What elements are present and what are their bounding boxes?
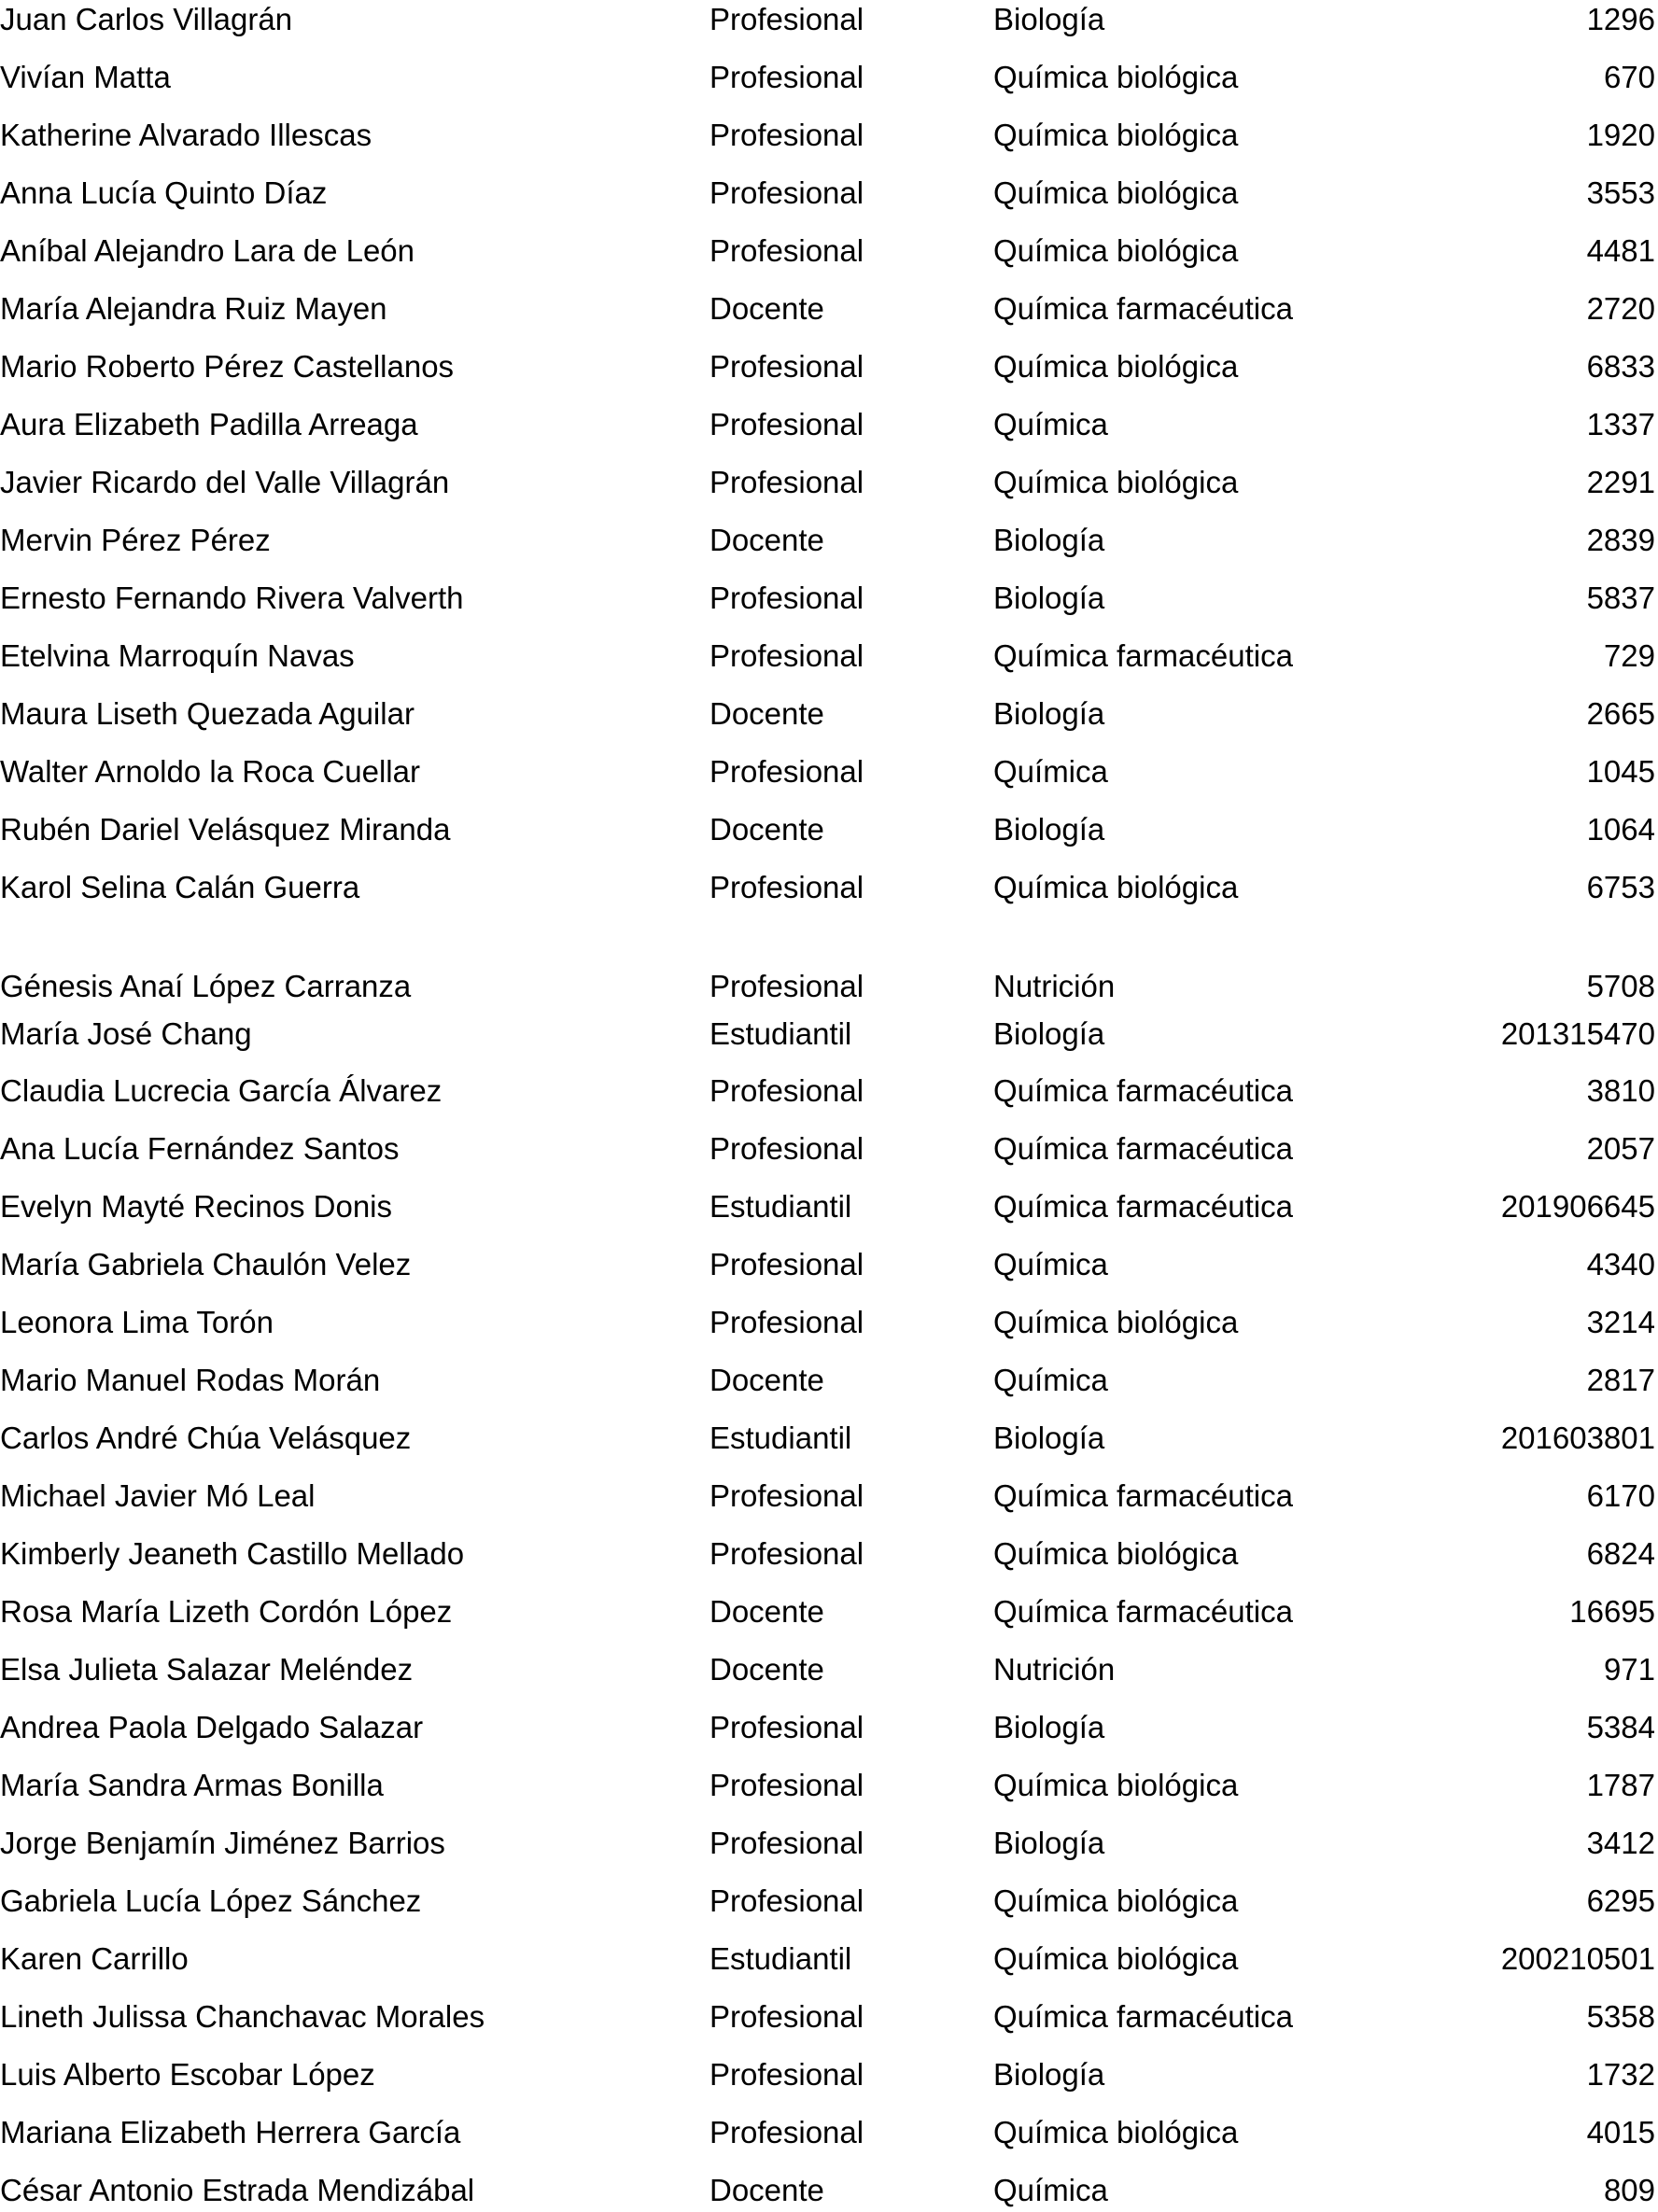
member-number: 729	[1603, 638, 1655, 673]
member-number: 4481	[1586, 233, 1655, 268]
member-name: Javier Ricardo del Valle Villagrán	[0, 465, 450, 499]
member-name: Aura Elizabeth Padilla Arreaga	[0, 407, 418, 441]
member-number: 4340	[1586, 1247, 1655, 1281]
member-category: Docente	[710, 291, 824, 326]
member-number: 5384	[1586, 1710, 1655, 1744]
member-number: 1787	[1586, 1768, 1655, 1802]
member-name: Karol Selina Calán Guerra	[0, 870, 360, 904]
member-number: 201315470	[1500, 1016, 1655, 1051]
member-area: Química biológica	[993, 2115, 1239, 2149]
member-name: Vivían Matta	[0, 60, 171, 94]
member-area: Biología	[993, 2, 1105, 36]
table-row	[0, 346, 1658, 387]
member-area: Biología	[993, 1826, 1105, 1860]
table-row	[0, 1881, 1658, 1922]
member-category: Profesional	[710, 870, 864, 904]
table-row	[0, 1418, 1658, 1459]
member-number: 4015	[1586, 2115, 1655, 2149]
member-name: Walter Arnoldo la Roca Cuellar	[0, 754, 420, 789]
member-category: Profesional	[710, 2115, 864, 2149]
table-row	[0, 57, 1658, 98]
member-name: María Sandra Armas Bonilla	[0, 1768, 384, 1802]
table-row	[0, 751, 1658, 792]
table-row	[0, 404, 1658, 445]
table-row	[0, 1244, 1658, 1285]
member-area: Química farmacéutica	[993, 1594, 1293, 1629]
table-row	[0, 809, 1658, 850]
table-row	[0, 2054, 1658, 2095]
member-area: Química biológica	[993, 465, 1239, 499]
table-row	[0, 1186, 1658, 1227]
table-row	[0, 1939, 1658, 1980]
member-category: Profesional	[710, 1826, 864, 1860]
member-area: Química biológica	[993, 1536, 1239, 1571]
table-row	[0, 1014, 1658, 1055]
member-area: Química farmacéutica	[993, 1189, 1293, 1224]
member-number: 6833	[1586, 349, 1655, 384]
member-area: Química biológica	[993, 349, 1239, 384]
member-area: Química	[993, 754, 1108, 789]
member-category: Profesional	[710, 969, 864, 1003]
member-name: María Gabriela Chaulón Velez	[0, 1247, 412, 1281]
member-category: Docente	[710, 1652, 824, 1687]
member-category: Profesional	[710, 754, 864, 789]
member-number: 6824	[1586, 1536, 1655, 1571]
member-number: 3810	[1586, 1073, 1655, 1108]
table-row	[0, 2112, 1658, 2153]
member-area: Química	[993, 1363, 1108, 1397]
member-area: Biología	[993, 523, 1105, 557]
member-category: Profesional	[710, 1883, 864, 1918]
member-number: 2839	[1586, 523, 1655, 557]
member-number: 2057	[1586, 1131, 1655, 1166]
member-area: Química farmacéutica	[993, 1999, 1293, 2034]
member-number: 1296	[1586, 2, 1655, 36]
table-row	[0, 1476, 1658, 1517]
member-number: 5837	[1586, 581, 1655, 615]
table-row	[0, 173, 1658, 214]
member-name: Maura Liseth Quezada Aguilar	[0, 696, 414, 731]
member-area: Química farmacéutica	[993, 1478, 1293, 1513]
table-row	[0, 578, 1658, 619]
table-row	[0, 1996, 1658, 2037]
member-area: Biología	[993, 1421, 1105, 1455]
table-row	[0, 1591, 1658, 1632]
member-category: Profesional	[710, 2057, 864, 2092]
member-category: Profesional	[710, 1768, 864, 1802]
member-number: 5708	[1586, 969, 1655, 1003]
member-area: Química	[993, 1247, 1108, 1281]
table-row	[0, 1823, 1658, 1864]
table-row	[0, 1533, 1658, 1575]
member-number: 3214	[1586, 1305, 1655, 1339]
member-area: Química biológica	[993, 870, 1239, 904]
member-category: Profesional	[710, 1710, 864, 1744]
member-area: Química farmacéutica	[993, 638, 1293, 673]
table-row	[0, 693, 1658, 735]
member-number: 201603801	[1500, 1421, 1655, 1455]
member-name: Aníbal Alejandro Lara de León	[0, 233, 415, 268]
member-category: Profesional	[710, 118, 864, 152]
member-area: Química biológica	[993, 1883, 1239, 1918]
member-name: Ana Lucía Fernández Santos	[0, 1131, 400, 1166]
table-row	[0, 0, 1658, 40]
member-number: 6295	[1586, 1883, 1655, 1918]
member-number: 809	[1603, 2173, 1655, 2207]
member-area: Biología	[993, 581, 1105, 615]
member-name: Mervin Pérez Pérez	[0, 523, 271, 557]
member-name: Elsa Julieta Salazar Meléndez	[0, 1652, 414, 1687]
member-number: 2665	[1586, 696, 1655, 731]
member-category: Profesional	[710, 2, 864, 36]
member-category: Profesional	[710, 407, 864, 441]
member-area: Nutrición	[993, 969, 1116, 1003]
member-number: 1064	[1586, 812, 1655, 847]
member-area: Química biológica	[993, 1941, 1239, 1976]
member-category: Docente	[710, 523, 824, 557]
member-category: Profesional	[710, 60, 864, 94]
table-row	[0, 462, 1658, 503]
member-number: 200210501	[1500, 1941, 1655, 1976]
member-name: Etelvina Marroquín Navas	[0, 638, 355, 673]
member-area: Química biológica	[993, 1768, 1239, 1802]
table-row	[0, 867, 1658, 908]
table-row	[0, 636, 1658, 677]
member-area: Química farmacéutica	[993, 1131, 1293, 1166]
member-category: Profesional	[710, 1999, 864, 2034]
member-area: Química biológica	[993, 1305, 1239, 1339]
member-area: Química biológica	[993, 233, 1239, 268]
member-category: Docente	[710, 696, 824, 731]
member-name: Leonora Lima Torón	[0, 1305, 274, 1339]
member-number: 6170	[1586, 1478, 1655, 1513]
member-number: 2291	[1586, 465, 1655, 499]
member-name: Claudia Lucrecia García Álvarez	[0, 1073, 443, 1108]
member-area: Biología	[993, 812, 1105, 847]
table-row	[0, 115, 1658, 156]
member-number: 5358	[1586, 1999, 1655, 2034]
member-category: Profesional	[710, 1247, 864, 1281]
member-category: Estudiantil	[710, 1016, 852, 1051]
member-area: Química biológica	[993, 60, 1239, 94]
member-name: Katherine Alvarado Illescas	[0, 118, 372, 152]
table-row	[0, 1360, 1658, 1401]
member-area: Química	[993, 2173, 1108, 2207]
member-name: Andrea Paola Delgado Salazar	[0, 1710, 424, 1744]
member-name: Luis Alberto Escobar López	[0, 2057, 375, 2092]
member-number: 2720	[1586, 291, 1655, 326]
member-number: 6753	[1586, 870, 1655, 904]
table-row	[0, 1302, 1658, 1343]
member-area: Química biológica	[993, 175, 1239, 210]
member-number: 1045	[1586, 754, 1655, 789]
member-name: Jorge Benjamín Jiménez Barrios	[0, 1826, 445, 1860]
member-name: Rubén Dariel Velásquez Miranda	[0, 812, 451, 847]
table-row	[0, 1649, 1658, 1690]
member-category: Profesional	[710, 638, 864, 673]
member-number: 16695	[1569, 1594, 1655, 1629]
member-name: Rosa María Lizeth Cordón López	[0, 1594, 453, 1629]
member-category: Profesional	[710, 1478, 864, 1513]
table-row	[0, 1128, 1658, 1169]
table-row	[0, 1071, 1658, 1112]
member-name: Génesis Anaí López Carranza	[0, 969, 412, 1003]
member-area: Biología	[993, 1710, 1105, 1744]
member-category: Profesional	[710, 1131, 864, 1166]
member-number: 3553	[1586, 175, 1655, 210]
table-row	[0, 288, 1658, 329]
member-category: Estudiantil	[710, 1941, 852, 1976]
member-area: Química biológica	[993, 118, 1239, 152]
table-row	[0, 520, 1658, 561]
member-name: María José Chang	[0, 1016, 252, 1051]
table-row	[0, 2170, 1658, 2211]
member-category: Docente	[710, 1594, 824, 1629]
member-number: 2817	[1586, 1363, 1655, 1397]
member-number: 201906645	[1500, 1189, 1655, 1224]
member-name: Mario Manuel Rodas Morán	[0, 1363, 381, 1397]
table-row	[0, 966, 1658, 1007]
member-name: María Alejandra Ruiz Mayen	[0, 291, 387, 326]
member-number: 1337	[1586, 407, 1655, 441]
member-name: Karen Carrillo	[0, 1941, 189, 1976]
member-area: Biología	[993, 2057, 1105, 2092]
member-category: Profesional	[710, 1073, 864, 1108]
member-name: Kimberly Jeaneth Castillo Mellado	[0, 1536, 465, 1571]
member-area: Biología	[993, 696, 1105, 731]
member-category: Profesional	[710, 465, 864, 499]
member-category: Profesional	[710, 349, 864, 384]
member-name: Michael Javier Mó Leal	[0, 1478, 316, 1513]
member-area: Biología	[993, 1016, 1105, 1051]
member-name: Lineth Julissa Chanchavac Morales	[0, 1999, 485, 2034]
member-number: 971	[1603, 1652, 1655, 1687]
member-category: Profesional	[710, 1536, 864, 1571]
member-area: Nutrición	[993, 1652, 1116, 1687]
member-category: Docente	[710, 1363, 824, 1397]
member-number: 1732	[1586, 2057, 1655, 2092]
member-name: Carlos André Chúa Velásquez	[0, 1421, 412, 1455]
member-name: Evelyn Mayté Recinos Donis	[0, 1189, 393, 1224]
member-category: Profesional	[710, 233, 864, 268]
table-row	[0, 231, 1658, 272]
member-number: 670	[1603, 60, 1655, 94]
table-row	[0, 1707, 1658, 1748]
member-category: Estudiantil	[710, 1189, 852, 1224]
member-area: Química farmacéutica	[993, 1073, 1293, 1108]
member-name: Mariana Elizabeth Herrera García	[0, 2115, 461, 2149]
member-number: 3412	[1586, 1826, 1655, 1860]
member-name: Anna Lucía Quinto Díaz	[0, 175, 328, 210]
member-number: 1920	[1586, 118, 1655, 152]
member-area: Química farmacéutica	[993, 291, 1293, 326]
member-name: Juan Carlos Villagrán	[0, 2, 293, 36]
member-category: Profesional	[710, 1305, 864, 1339]
member-name: César Antonio Estrada Mendizábal	[0, 2173, 475, 2207]
member-name: Ernesto Fernando Rivera Valverth	[0, 581, 464, 615]
member-name: Gabriela Lucía López Sánchez	[0, 1883, 422, 1918]
table-row	[0, 1765, 1658, 1806]
member-category: Docente	[710, 2173, 824, 2207]
member-category: Estudiantil	[710, 1421, 852, 1455]
member-category: Profesional	[710, 581, 864, 615]
member-category: Profesional	[710, 175, 864, 210]
member-area: Química	[993, 407, 1108, 441]
member-name: Mario Roberto Pérez Castellanos	[0, 349, 455, 384]
member-category: Docente	[710, 812, 824, 847]
